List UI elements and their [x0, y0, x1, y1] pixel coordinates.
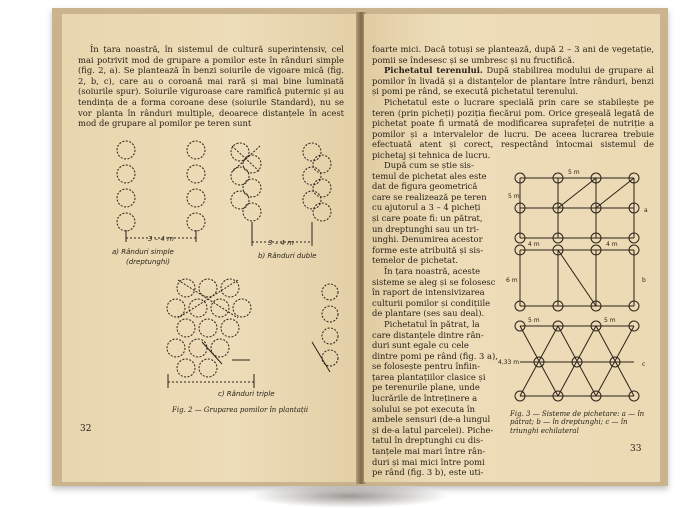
rectangle-marker: b [642, 277, 646, 284]
intro-paragraph: foarte mici. Dacă totuși se plantează, după 2 – 3 ani de vegetație, pomii se îndesesc și se umbresc și nu fructifică. [372, 44, 654, 65]
page-number-left: 32 [80, 424, 92, 434]
figure-3-diagram [498, 166, 654, 409]
triangle-spacing-side: 4,33 m [498, 359, 520, 366]
square-spacing-top: 5 m [568, 169, 580, 176]
figure-2-diagram [82, 142, 352, 405]
rectangle-grid-diagram [515, 245, 639, 311]
triangle-spacing-top-2: 5 m [604, 317, 616, 324]
right-column-text [372, 160, 502, 478]
paragraph-3: După cum se știe sis- temul de pichetat ales este dat de figura geometrică care se realizează pe teren cu ajutorul a 3 – 4 picheți și care poate fi: un pătrat, un dreptunghi sau un tri- unghi. Denumirea acestor forme este atribuită și sis- temelor de pichetat. [372, 160, 487, 266]
single-rows-sublabel: (dreptunghi) [126, 258, 170, 266]
left-page [62, 14, 358, 482]
triangle-grid-diagram [515, 321, 639, 401]
section-heading: Pichetatul terenului. [384, 65, 483, 76]
square-spacing-side: 5 m [508, 193, 520, 200]
paragraph-5: Pichetatul în pătrat, la care distanțele dintre rân- duri sunt egale cu cele dintre pomi pe rând (fig. 3 a), se folosește pentru înfiin- țarea plantațiilor clasice și pe terenurile plane, unde lucrările de întreținere a solului se pot executa în ambele sensuri (de-a lungul și de-a latul parcelei). Piche- tatul în dreptunghi cu dis- tanțele mai mari între rân- duri și mai mici între pomi pe rând (fig. 3 b), este uti- [372, 318, 498, 478]
paragraph-4: În țara noastră, aceste sisteme se aleg și se folosesc în raport de intensivizarea culturii pomilor și condițiile de plantare (ses sau deal). [372, 265, 496, 319]
rectangle-spacing-top-2: 4 m [606, 241, 618, 248]
single-rows-diagram [117, 141, 205, 242]
square-marker: a [644, 207, 648, 214]
figure-3-caption: Fig. 3 — Sisteme de pichetare: a — în pătrat; b — în dreptunghi; c — în triunghi echilateral [510, 410, 645, 435]
paragraph-2: Pichetatul este o lucrare specială prin care se stabilește pe teren (prin picheți) poziția fiecărui pom. Orice greșeală legată de pichetat poate fi urmată de modificarea suprafeței de nutriție a pomilor și a intervalelor de lucru. De aceea lucrarea trebuie efectuată atent și corect, respectând întocmai sistemul de pichetaj și tehnica de lucru. [372, 96, 654, 160]
triple-rows-label: c) Rânduri triple [218, 390, 275, 398]
figure-2-caption: Fig. 2 — Gruparea pomilor în plantații [172, 406, 309, 414]
triangle-spacing-top: 5 m [528, 317, 540, 324]
triangle-marker: c [642, 361, 646, 368]
right-page-top-text [372, 44, 654, 161]
triple-rows-diagram [167, 279, 338, 388]
left-page-text [78, 44, 344, 129]
left-paragraph: În țara noastră, în sistemul de cultură superintensiv, cel mai potrivit mod de grupare a pomilor este în rânduri simple (fig. 2, a). Se plantează în benzi soiurile de vigoare mică (fig. 2, b, c), care au o coroană mai rară și mai bine luminată (soiurile spur). Soiurile viguroase care ramifică puternic și au tendința de a forma coroane dese (soiurile Standard), nu se vor planta în rânduri multiple, deoarece distanțele în acest mod de grupare al pomilor pe teren sunt [78, 44, 344, 129]
rectangle-spacing-top: 4 m [528, 241, 540, 248]
hand-shadow [250, 484, 450, 508]
page-number-right: 33 [630, 444, 642, 454]
double-rows-diagram [231, 143, 331, 246]
paragraph-1: După stabilirea modului de grupare al pomilor în livadă și a distanțelor de plantare între rânduri, benzi și pomi pe rând, se execută pichetatul terenului. [372, 65, 654, 97]
double-rows-label: b) Rânduri duble [258, 252, 317, 260]
single-rows-distance: 3 – 4 m [148, 235, 174, 243]
rectangle-spacing-side: 6 m [506, 277, 518, 284]
single-rows-label: a) Rânduri simple [112, 248, 174, 256]
double-rows-distance: 3 – 4 m [268, 239, 294, 247]
open-book [52, 8, 668, 486]
right-page [364, 14, 660, 482]
square-grid-diagram [515, 173, 639, 243]
